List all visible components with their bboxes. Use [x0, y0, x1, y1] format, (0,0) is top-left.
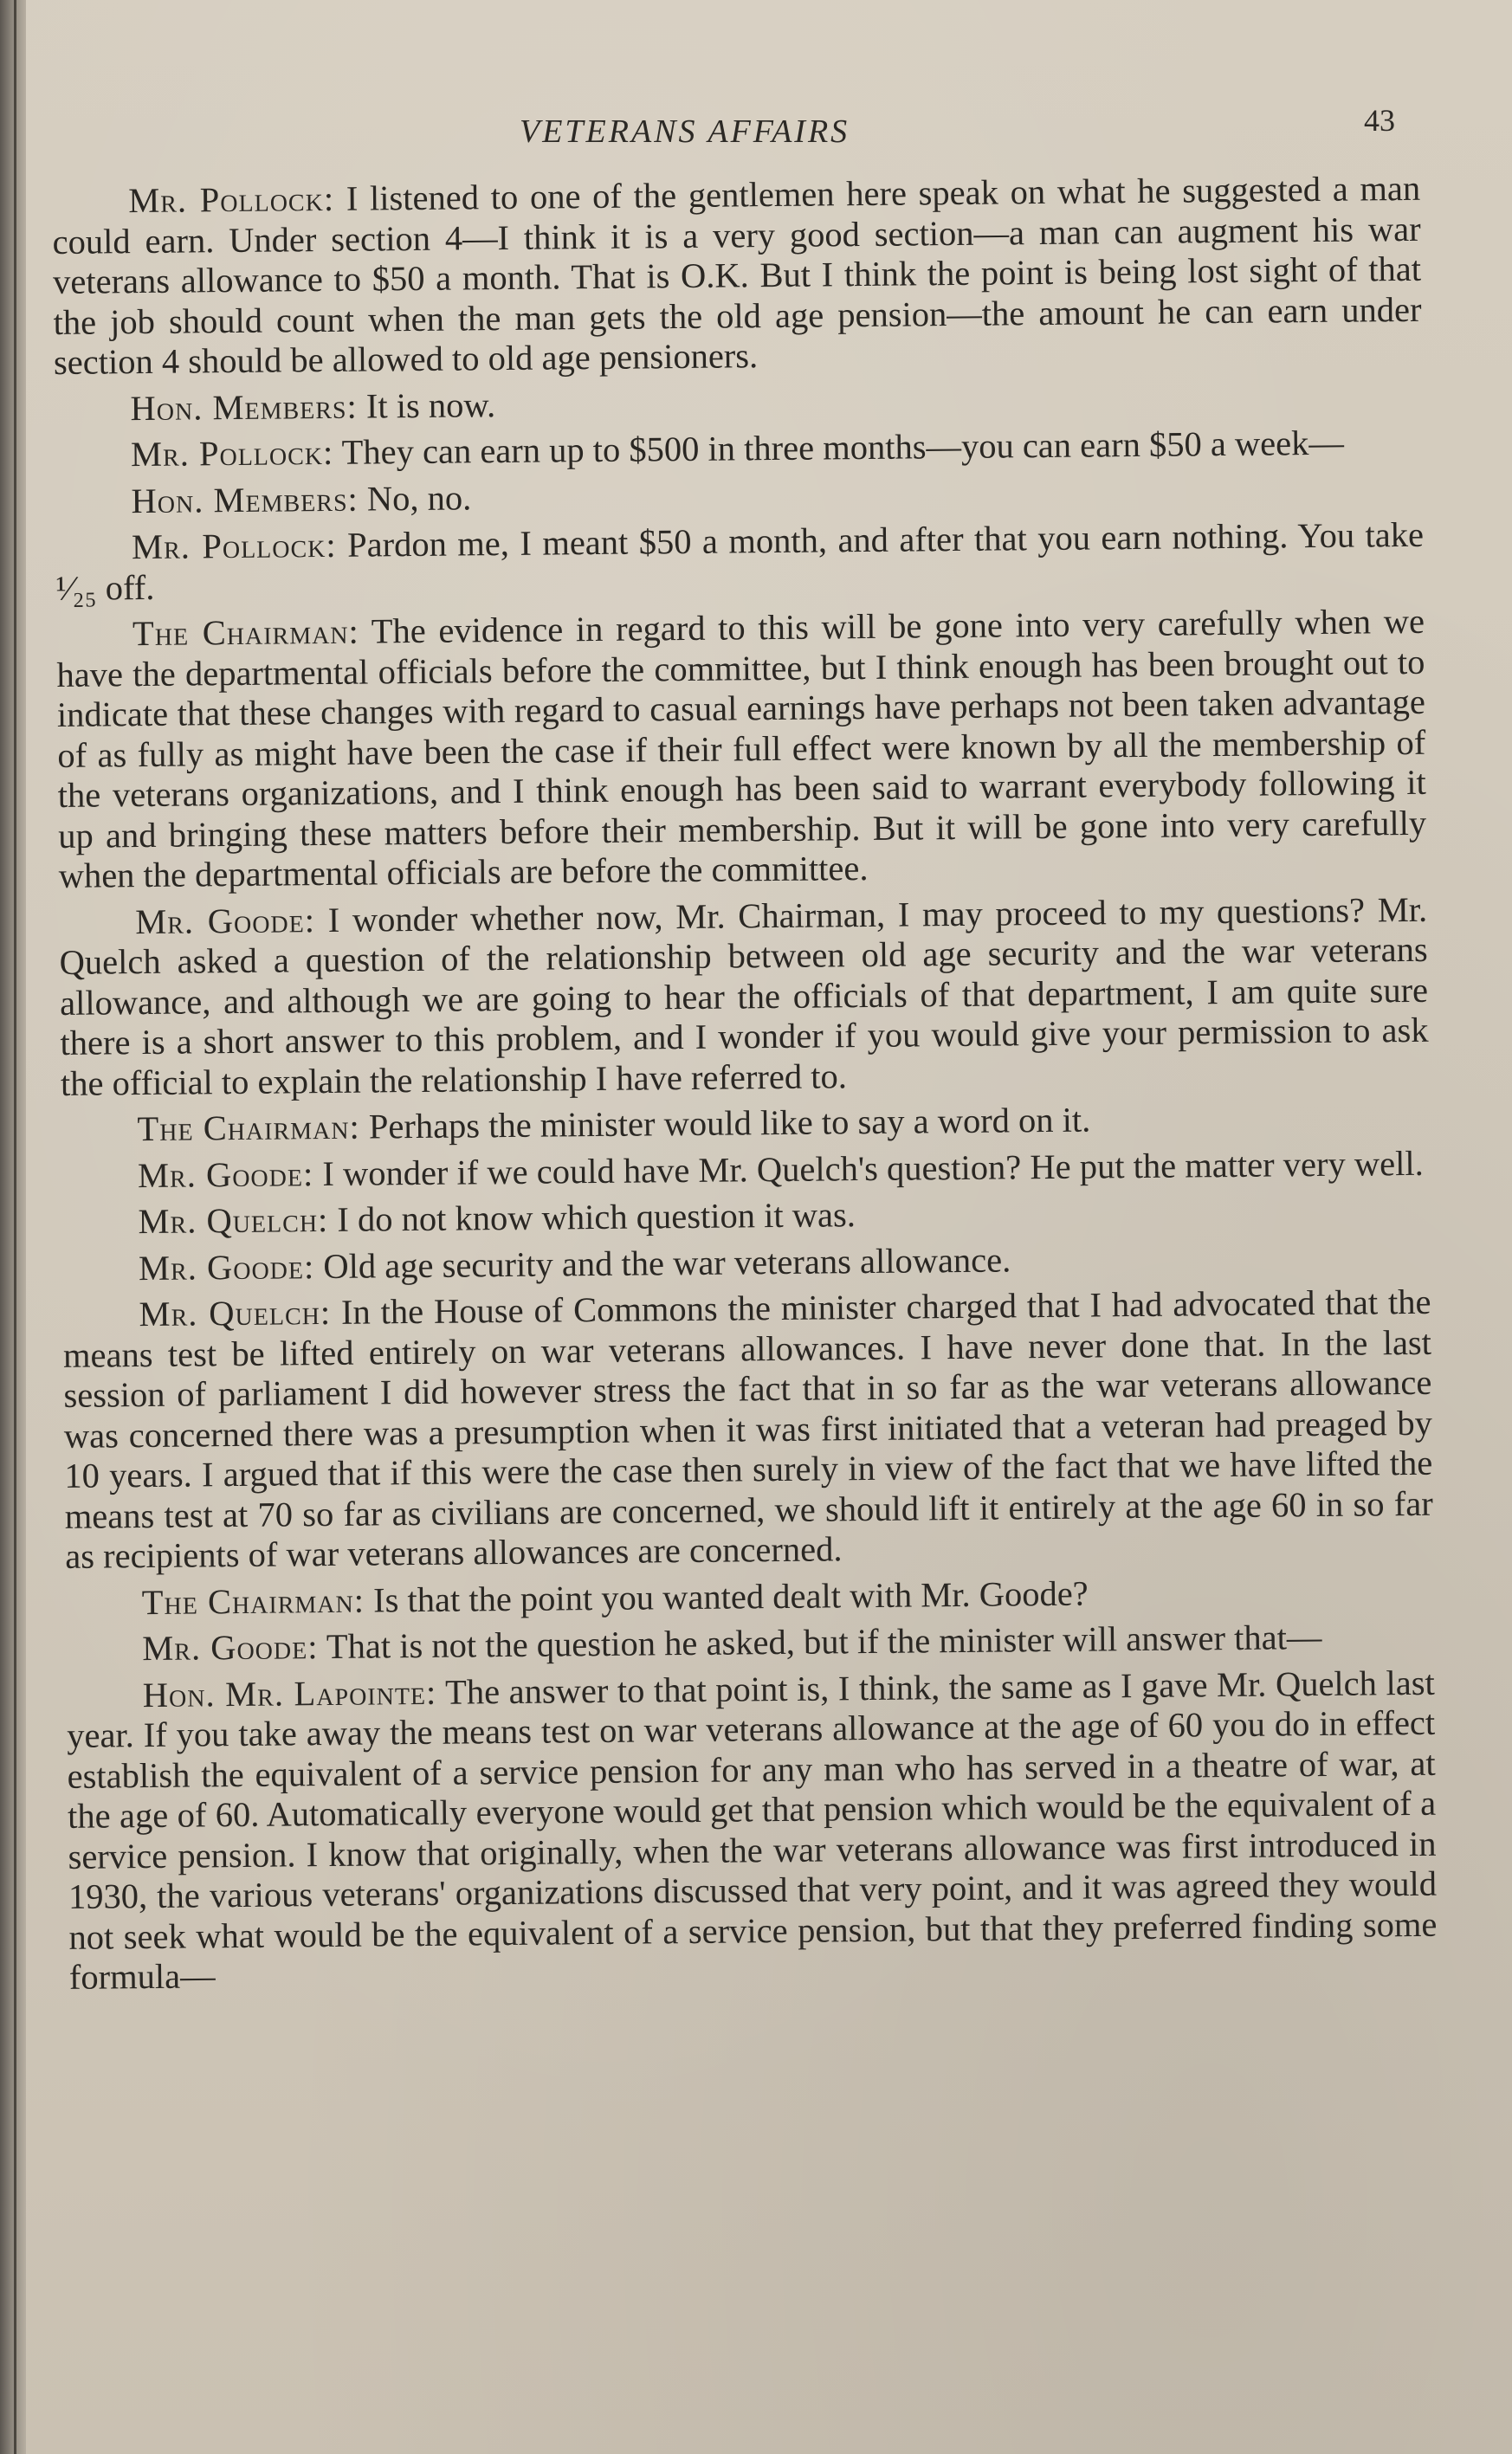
paragraph	[61, 1097, 1429, 1151]
speaker-name: Hon. Mr. Lapointe:	[142, 1672, 437, 1715]
paragraph	[61, 1190, 1430, 1243]
paragraph-text: I do not know which question it was.	[328, 1195, 856, 1239]
paragraph	[55, 423, 1423, 476]
paragraph	[61, 1143, 1430, 1197]
paragraph-text: I wonder if we could have Mr. Quelch's question? He put the matter very well.	[313, 1143, 1424, 1193]
paragraph	[66, 1617, 1434, 1670]
speaker-name: The Chairman:	[137, 1107, 360, 1149]
paragraph	[56, 602, 1427, 897]
binding-line	[14, 0, 16, 2454]
paragraph	[67, 1663, 1438, 1998]
running-header: VETERANS AFFAIRS	[520, 113, 850, 150]
paragraph-text: The answer to that point is, I think, the same as I gave Mr. Quelch last year. If you take away the means test on war veterans allowance at the age of 60 you do in effect establish the equivalent of a service pension for any man who has served in a theatre of war, at the age of 60. Automatically everyone would get that pension which would be the equivalent of a service pension. I know that originally, when the war veterans allowance was first introduced in 1930, the various veterans' organizations discussed that very point, and it was agreed they would not seek what would be the equivalent of a service pension, but that they preferred finding some formula—	[67, 1663, 1438, 1997]
paragraph	[54, 376, 1422, 429]
speaker-name: The Chairman:	[141, 1580, 365, 1622]
paragraph	[59, 889, 1429, 1104]
speaker-name: Hon. Members:	[130, 386, 358, 428]
paragraph	[55, 515, 1425, 609]
speaker-name: Mr. Quelch:	[138, 1199, 329, 1242]
paragraph-text: I listened to one of the gentlemen here speak on what he suggested a man could earn. Under section 4—I think it is a very good section—a man can augment his war veterans allowance to $50 a month. That is O.K. But I think the point is being lost sight of that the job should count when the man gets the old age pension—the amount he can earn under section 4 should be allowed to old age pensioners.	[52, 168, 1422, 382]
speaker-name: Mr. Pollock:	[127, 178, 335, 221]
paragraph	[52, 169, 1422, 384]
binding-edge	[0, 0, 26, 2454]
speaker-name: Mr. Pollock:	[131, 525, 337, 567]
paragraph	[55, 468, 1423, 522]
speaker-name: Mr. Goode:	[137, 1153, 314, 1195]
paragraph	[66, 1570, 1434, 1624]
body-text	[52, 169, 1438, 2005]
paragraph-text: The evidence in regard to this will be gone into very carefully when we have the departmental officials before the committee, but I think enough has been brought out to indicate that these changes with regard to casual earnings have perhaps not been taken advantage of as fully as might have been the case if their full effect were known by all the membership of the veterans organizations, and I think enough has been said to warrant everybody following it up and bringing these matters before their membership. But it will be gone into very carefully when the departmental officials are before the committee.	[56, 601, 1427, 895]
paragraph-text: In the House of Commons the minister charged that I had advocated that the means test be lifted entirely on war veterans allowances. I have never done that. In the last session of parliament I did however stress the fact that in so far as the war veterans allowance was concerned there was a presumption when it was first initiated that a veteran had preaged by 10 years. I argued that if this were the case then surely in view of the fact that we have lifted the means test at 70 so far as civilians are concerned, we should lift it entirely at the age 60 in so far as recipients of war veterans allowances are concerned.	[62, 1282, 1433, 1576]
paragraph-text: Pardon me, I meant $50 a month, and after that you earn nothing. You take ¹⁄₂₅ off.	[55, 514, 1425, 608]
paragraph-text: No, no.	[358, 477, 472, 519]
speaker-name: Mr. Quelch:	[139, 1292, 332, 1334]
speaker-name: Mr. Goode:	[142, 1627, 319, 1669]
paragraph-text: That is not the question he asked, but if the minister will answer that—	[318, 1618, 1322, 1667]
speaker-name: Mr. Goode:	[134, 900, 316, 941]
paragraph	[62, 1236, 1431, 1289]
speaker-name: Hon. Members:	[131, 479, 359, 520]
speaker-name: The Chairman:	[132, 611, 359, 654]
paragraph-text: Is that the point you wanted dealt with Mr. Goode?	[364, 1573, 1089, 1620]
paragraph-text: It is now.	[357, 384, 496, 426]
speaker-name: Mr. Pollock:	[130, 432, 334, 475]
paragraph-text: Old age security and the war veterans allowance.	[314, 1239, 1011, 1286]
paragraph	[62, 1282, 1433, 1578]
page-number: 43	[1364, 103, 1395, 138]
speaker-name: Mr. Goode:	[138, 1246, 315, 1288]
paragraph-text: They can earn up to $500 in three months—you can earn $50 a week—	[333, 423, 1345, 472]
paragraph-text: I wonder whether now, Mr. Chairman, I may proceed to my questions? Mr. Quelch asked a question of the relationship between old age security and the war veterans allowance, and although we are going to hear the officials of that department, I am quite sure there is a short answer to this problem, and I wonder if you would give your permission to ask the official to explain the relationship I have referred to.	[59, 889, 1429, 1103]
paragraph-text: Perhaps the minister would like to say a word on it.	[359, 1100, 1091, 1146]
